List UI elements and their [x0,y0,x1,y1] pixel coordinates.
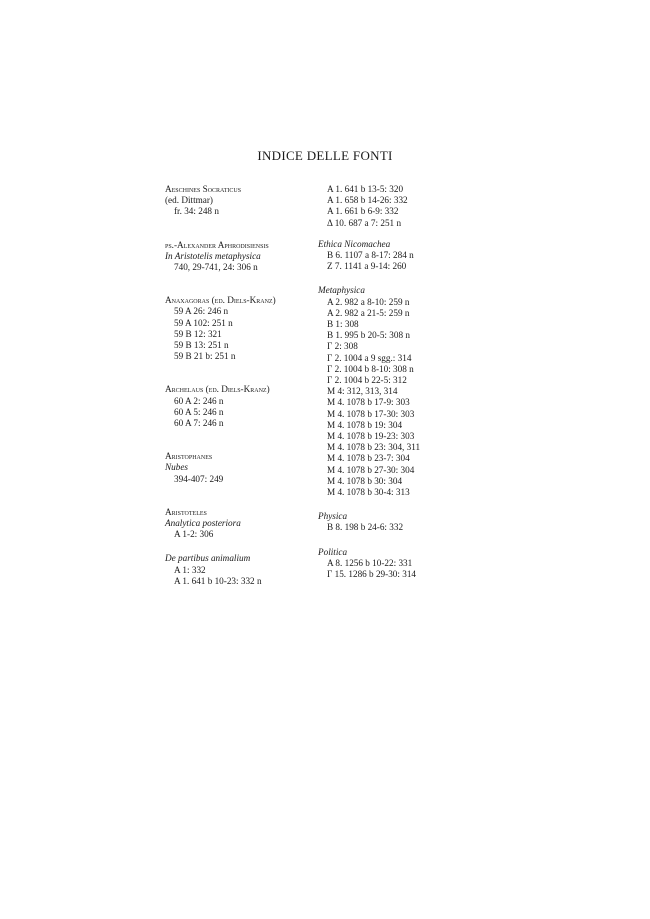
work-title: Ethica Nicomachea [318,238,391,249]
reference-line: Z 7. 1141 a 9-14: 260 [327,261,407,272]
reference-line: B 6. 1107 a 8-17: 284 n [327,250,414,261]
work-title: Politica [318,546,348,557]
reference-line: M 4. 1078 b 27-30: 304 [327,464,415,475]
reference-line: A 1. 661 b 6-9: 332 [327,206,399,217]
entry-aristophanes [165,451,315,485]
author-name: Archelaus (ed. Diels-Kranz) [165,384,270,395]
reference-line: A 1-2: 306 [174,529,214,540]
index-column-left [165,184,315,587]
reference-line: A 1. 641 b 10-23: 332 n [174,575,262,586]
reference-line: A 2. 982 a 8-10: 259 n [327,296,410,307]
reference-line: 59 A 102: 251 n [174,317,233,328]
work-title: Metaphysica [318,285,365,296]
reference-line: A 1. 641 b 13-5: 320 [327,184,404,194]
work-title: Physica [318,511,348,522]
reference-line: A 1: 332 [174,564,206,575]
entry-ethica-nicomachea [318,239,488,273]
reference-line: Δ 10. 687 a 7: 251 n [327,217,402,228]
work-title: In Aristotelis metaphysica [165,250,261,261]
reference-line: A 2. 982 a 21-5: 259 n [327,307,410,318]
reference-line: fr. 34: 248 n [174,206,219,217]
author-name: Aeschines Socraticus [165,184,242,194]
reference-line: B 1: 308 [327,319,359,330]
work-title: Analytica posteriora [165,518,241,529]
reference-line: B 1. 995 b 20-5: 308 n [327,330,410,341]
entry-aeschines [165,184,315,218]
reference-line: M 4. 1078 b 23-7: 304 [327,453,410,464]
reference-line: 59 A 26: 246 n [174,306,229,317]
work-title: Nubes [165,462,188,473]
reference-line: 60 A 2: 246 n [174,395,224,406]
work-title: De partibus animalium [165,553,251,564]
reference-line: Γ 15. 1286 b 29-30: 314 [327,569,417,580]
author-name: ps.-Alexander Aphrodisiensis [165,239,269,250]
index-column-right [318,184,488,580]
page-title: INDICE DELLE FONTI [257,148,393,163]
reference-line: A 8. 1256 b 10-22: 331 [327,557,413,568]
entry-aristoteles [165,507,315,587]
reference-line: B 8. 198 b 24-6: 332 [327,522,404,533]
reference-line: Γ 2: 308 [327,341,358,352]
author-name: Aristoteles [165,506,207,517]
reference-line: Γ 2. 1004 b 8-10: 308 n [327,363,414,374]
reference-line: M 4. 1078 b 19-23: 303 [327,431,415,442]
edition-note: (ed. Dittmar) [165,195,213,206]
reference-line: M 4. 1078 b 19: 304 [327,419,403,430]
reference-line: 60 A 5: 246 n [174,406,224,417]
reference-line: 740, 29-741, 24: 306 n [174,262,258,273]
author-name: Aristophanes [165,451,213,462]
reference-line: M 4. 1078 b 30: 304 [327,475,403,486]
entry-ps-alexander [165,240,315,274]
reference-line: M 4. 1078 b 17-30: 303 [327,408,415,419]
reference-line: 59 B 13: 251 n [174,340,229,351]
reference-line: Γ 2. 1004 b 22-5: 312 [327,375,407,386]
reference-line: 59 B 21 b: 251 n [174,351,236,362]
reference-line: 60 A 7: 246 n [174,418,224,429]
reference-line: A 1. 658 b 14-26: 332 [327,195,408,206]
entry-metaphysica [318,285,488,498]
reference-line: 59 B 12: 321 [174,328,222,339]
entry-politica [318,547,488,581]
reference-line: M 4: 312, 313, 314 [327,386,398,397]
entry-physica [318,511,488,533]
reference-line: M 4. 1078 b 30-4: 313 [327,487,410,498]
reference-line: M 4. 1078 b 23: 304, 311 [327,442,421,453]
entry-de-partibus-continued [318,184,488,229]
entry-anaxagoras [165,295,315,362]
reference-line: 394-407: 249 [174,473,224,484]
reference-line: M 4. 1078 b 17-9: 303 [327,397,410,408]
reference-line: Γ 2. 1004 a 9 sgg.: 314 [327,352,412,363]
author-name: Anaxagoras (ed. Diels-Kranz) [165,295,276,306]
entry-archelaus [165,384,315,429]
